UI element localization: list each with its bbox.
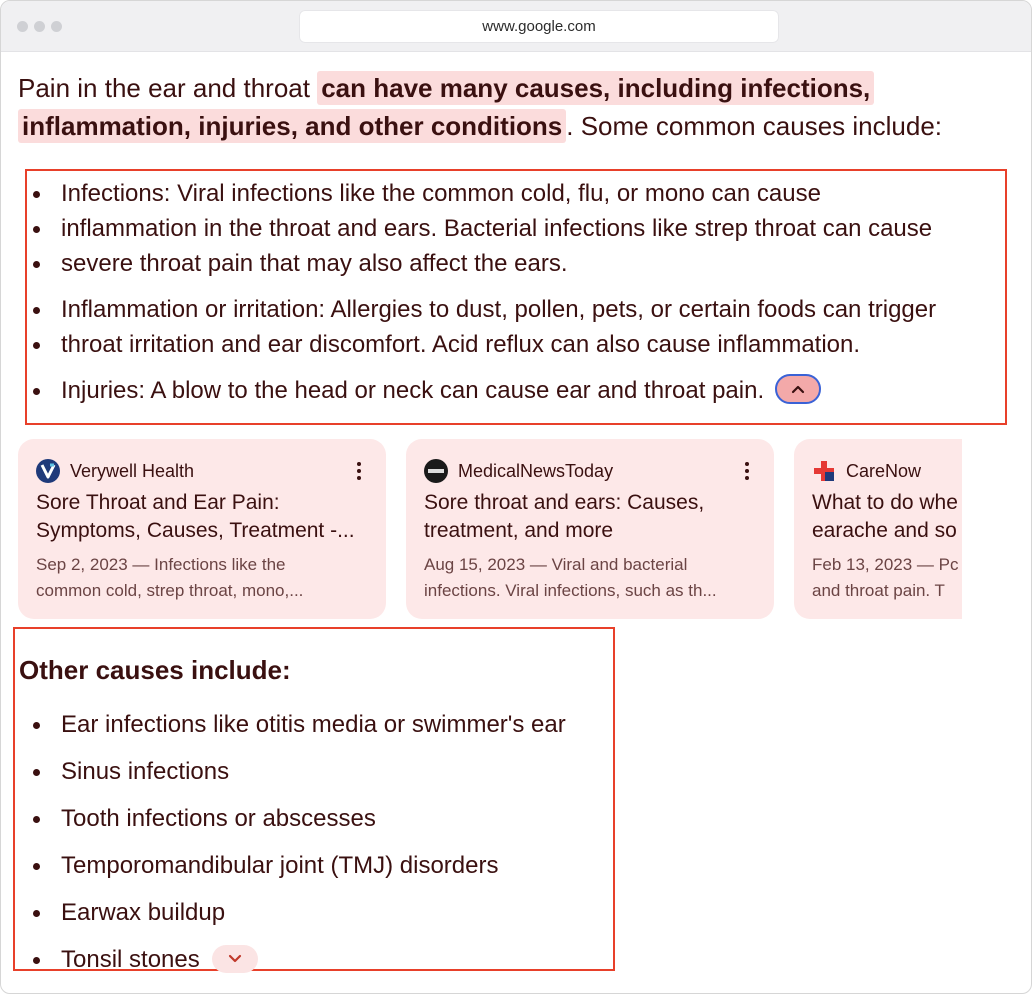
chevron-down-icon <box>228 954 242 964</box>
more-vert-icon[interactable] <box>744 461 750 481</box>
list-item-injuries <box>61 373 821 408</box>
source-snippet-line2: and throat pain. T <box>812 581 945 600</box>
list-item-text: inflammation in the throat and ears. Bacterial infections like strep throat can cause <box>61 215 933 242</box>
list-item-infections <box>61 176 821 211</box>
medicalnewstoday-logo-icon <box>424 459 448 483</box>
list-item-text: Tooth infections or abscesses <box>61 805 376 832</box>
list-item-other-3 <box>61 801 376 836</box>
source-title-line2[interactable]: earache and so <box>812 519 957 542</box>
list-item-text: throat irritation and ear discomfort. Acid reflux can also cause inflammation. <box>61 331 861 358</box>
list-item-inflammation-cont <box>61 327 860 362</box>
source-cards <box>18 439 962 619</box>
address-bar[interactable] <box>299 10 779 43</box>
source-snippet-line2: infections. Viral infections, such as th... <box>424 581 717 600</box>
overview-paragraph <box>18 69 1018 145</box>
chevron-up-icon <box>791 384 805 394</box>
source-title-line2[interactable]: treatment, and more <box>424 519 614 542</box>
list-item-other-4 <box>61 848 498 883</box>
window-zoom-dot[interactable] <box>51 21 62 32</box>
source-name: Verywell Health <box>70 460 195 481</box>
overview-highlight-line1: can have many causes, including infections, <box>317 71 874 105</box>
source-title-line2[interactable]: Symptoms, Causes, Treatment -... <box>36 519 355 542</box>
list-item-other-5 <box>61 895 225 930</box>
list-item-inflammation <box>61 292 936 327</box>
source-title[interactable]: Sore throat and ears: Causes, <box>424 491 705 514</box>
collapse-button[interactable] <box>775 374 821 404</box>
list-item-text: Sinus infections <box>61 758 230 785</box>
source-header <box>424 459 613 483</box>
source-card-verywell[interactable] <box>18 439 386 619</box>
list-item-other-6 <box>61 942 258 977</box>
source-snippet-line2: common cold, strep throat, mono,... <box>36 581 304 600</box>
browser-toolbar <box>1 1 1031 52</box>
more-vert-icon[interactable] <box>356 461 362 481</box>
list-item-other-2 <box>61 754 229 789</box>
source-header <box>36 459 194 483</box>
source-title[interactable]: Sore Throat and Ear Pain: <box>36 491 280 514</box>
window-minimize-dot[interactable] <box>34 21 45 32</box>
overview-intro-suffix: . Some common causes include: <box>566 111 942 141</box>
source-snippet: Sep 2, 2023 — Infections like the <box>36 555 286 574</box>
list-item-text: Infections: Viral infections like the common cold, flu, or mono can cause <box>61 180 821 207</box>
source-name: MedicalNewsToday <box>458 460 614 481</box>
list-item-text: Temporomandibular joint (TMJ) disorders <box>61 852 499 879</box>
list-item-text: Ear infections like otitis media or swimmer's ear <box>61 711 566 738</box>
list-item-other-1 <box>61 707 566 742</box>
list-item-infections-cont2 <box>61 246 568 281</box>
list-item-text: Injuries: A blow to the head or neck can cause ear and throat pain. <box>61 377 765 404</box>
list-item-infections-cont <box>61 211 932 246</box>
window-close-dot[interactable] <box>17 21 28 32</box>
list-item-text: Earwax buildup <box>61 899 226 926</box>
source-snippet: Feb 13, 2023 — Pc <box>812 555 959 574</box>
other-causes-heading: Other causes include: <box>19 655 291 685</box>
overview-highlight-line2: inflammation, injuries, and other conditions <box>18 109 566 143</box>
source-card-medicalnewstoday[interactable] <box>406 439 774 619</box>
address-url: www.google.com <box>482 18 596 35</box>
list-item-text: Tonsil stones <box>61 946 200 973</box>
source-title[interactable]: What to do whe <box>812 491 958 514</box>
list-item-text: Inflammation or irritation: Allergies to dust, pollen, pets, or certain foods can trigger <box>61 296 937 323</box>
source-snippet: Aug 15, 2023 — Viral and bacterial <box>424 555 688 574</box>
verywell-health-logo-icon <box>36 459 60 483</box>
source-name: CareNow <box>846 460 922 481</box>
list-item-text: severe throat pain that may also affect the ears. <box>61 250 568 277</box>
carenow-logo-icon <box>812 459 836 483</box>
source-card-carenow[interactable] <box>794 439 962 619</box>
overview-intro-text: Pain in the ear and throat <box>18 73 310 103</box>
expand-button[interactable] <box>212 945 258 973</box>
source-header <box>812 459 921 483</box>
